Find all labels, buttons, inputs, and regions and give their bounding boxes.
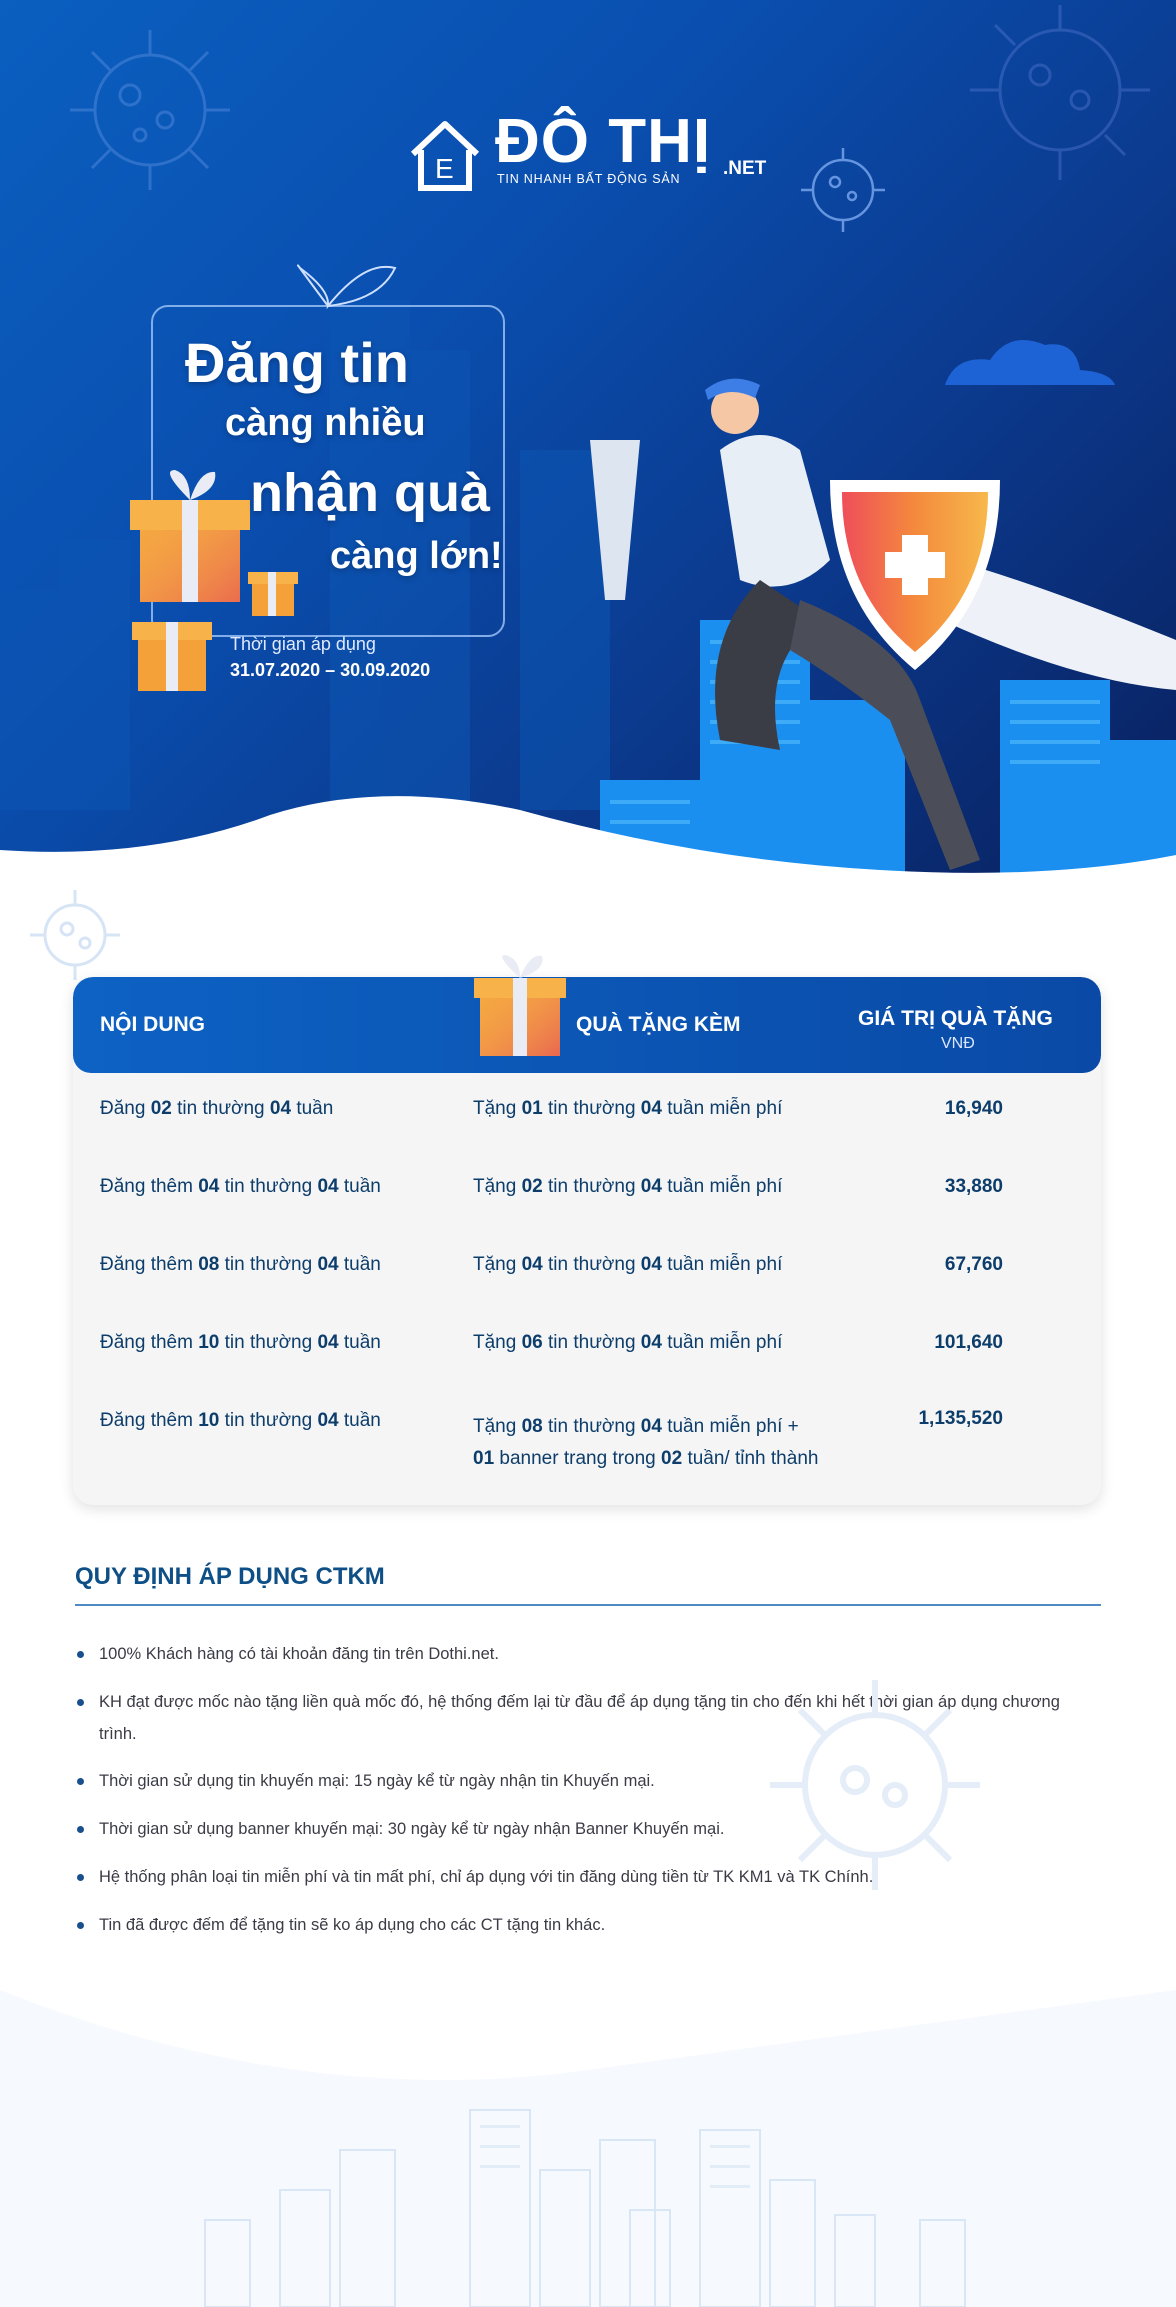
rules-title: QUY ĐỊNH ÁP DỤNG CTKM: [75, 1563, 385, 1590]
virus-icon: [25, 885, 125, 985]
brand-logo[interactable]: [405, 108, 775, 198]
row-content: Đăng thêm 10 tin thường 04 tuần: [100, 1332, 381, 1353]
headline-line-4: càng lớn!: [330, 535, 503, 577]
brand-tagline: TIN NHANH BẤT ĐỘNG SẢN: [497, 172, 681, 186]
time-label: Thời gian áp dụng: [230, 634, 376, 654]
bullet-icon: [77, 1778, 84, 1785]
gift-icon: [248, 572, 298, 616]
row-gift: Tặng 06 tin thường 04 tuần miễn phí: [473, 1332, 783, 1353]
bullet-icon: [77, 1699, 84, 1706]
rule-item: Thời gian sử dụng banner khuyến mại: 30 ngày kể từ ngày nhận Banner Khuyến mại.: [75, 1813, 1105, 1845]
house-icon: [405, 114, 485, 194]
row-gift: Tặng 04 tin thường 04 tuần miễn phí: [473, 1254, 783, 1275]
row-value: 33,880: [944, 1176, 1003, 1197]
header-gift: QUÀ TẶNG KÈM: [576, 1013, 741, 1036]
svg-text:E: E: [435, 153, 454, 184]
virus-icon: [70, 30, 230, 190]
row-gift: Tặng 01 tin thường 04 tuần miễn phí: [473, 1098, 783, 1119]
gift-icon: [130, 470, 250, 602]
headline-line-3: nhận quà: [250, 463, 490, 523]
brand-suffix: .NET: [723, 158, 767, 179]
table-row: [73, 1077, 1101, 1155]
promo-table: [73, 977, 1101, 1505]
bullet-icon: [77, 1651, 84, 1658]
rule-item: Tin đã được đếm để tặng tin sẽ ko áp dụng cho các CT tặng tin khác.: [75, 1909, 1105, 1941]
row-content: Đăng thêm 10 tin thường 04 tuần: [100, 1410, 381, 1431]
bullet-icon: [77, 1874, 84, 1881]
bullet-icon: [77, 1922, 84, 1929]
header-value: GIÁ TRỊ QUÀ TẶNG: [858, 1007, 1053, 1030]
row-gift-line-2: 01 banner trang trong 02 tuần/ tỉnh thành: [473, 1448, 819, 1469]
row-value: 16,940: [944, 1098, 1003, 1119]
headline-line-2: càng nhiều: [225, 402, 426, 444]
header-unit: VNĐ: [941, 1035, 975, 1052]
virus-icon: [801, 148, 885, 232]
row-gift: Tặng 08 tin thường 04 tuần miễn phí +: [473, 1416, 799, 1437]
time-value: 31.07.2020 – 30.09.2020: [230, 660, 431, 680]
row-value: 67,760: [944, 1254, 1003, 1275]
rule-item: Hệ thống phân loại tin miễn phí và tin mất phí, chỉ áp dụng với tin đăng dùng tiền từ TK KM1 và TK Chính.: [75, 1861, 1105, 1893]
bullet-icon: [77, 1826, 84, 1833]
table-row: [73, 1155, 1101, 1233]
brand-name: ĐÔ THỊ: [495, 107, 712, 176]
table-row: [73, 1389, 1101, 1499]
cloud-icon: [945, 340, 1115, 385]
row-value: 1,135,520: [918, 1408, 1003, 1429]
row-content: Đăng thêm 08 tin thường 04 tuần: [100, 1254, 381, 1275]
row-gift: Tặng 02 tin thường 04 tuần miễn phí: [473, 1176, 783, 1197]
table-row: [73, 1311, 1101, 1389]
rule-item: Thời gian sử dụng tin khuyến mại: 15 ngày kể từ ngày nhận tin Khuyến mại.: [75, 1765, 1105, 1797]
headline-line-1: Đăng tin: [185, 331, 409, 394]
footer-city-illustration: [0, 1990, 1176, 2307]
rule-item: KH đạt được mốc nào tặng liền quà mốc đó, hệ thống đếm lại từ đầu để áp dụng tặng tin cho đến khi hết thời gian áp dụng chương trình.: [75, 1686, 1105, 1750]
table-row: [73, 1233, 1101, 1311]
virus-icon: [760, 1670, 990, 1900]
rules-divider: [75, 1604, 1101, 1606]
virus-icon: [970, 5, 1150, 180]
row-content: Đăng thêm 04 tin thường 04 tuần: [100, 1176, 381, 1197]
gift-icon: [132, 622, 212, 691]
row-content: Đăng 02 tin thường 04 tuần: [100, 1098, 334, 1119]
hero-banner: [0, 0, 1176, 900]
header-content: NỘI DUNG: [100, 1013, 205, 1036]
gift-icon: [470, 950, 570, 1060]
row-value: 101,640: [934, 1332, 1003, 1353]
table-header: [73, 977, 1101, 1073]
rule-item: 100% Khách hàng có tài khoản đăng tin trên Dothi.net.: [75, 1638, 1105, 1670]
